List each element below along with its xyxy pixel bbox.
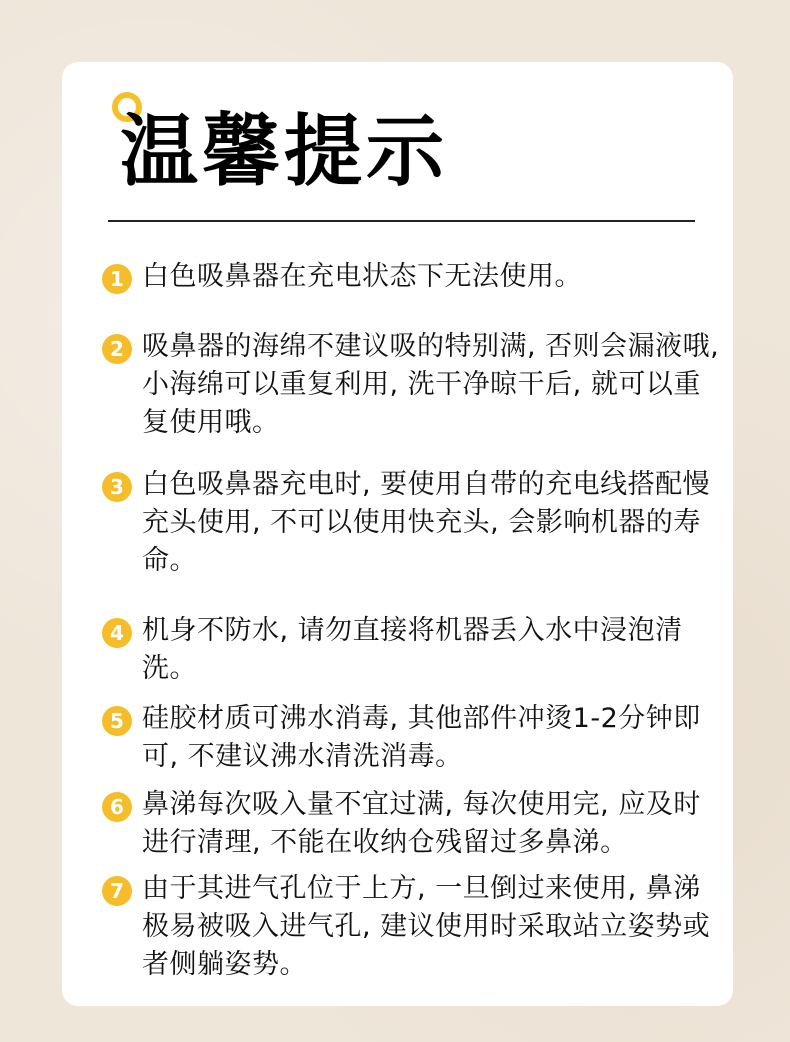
tip-item-4 bbox=[102, 612, 722, 688]
tip-text: 机身不防水, 请勿直接将机器丢入水中浸泡清洗。 bbox=[142, 615, 683, 684]
tip-item-3 bbox=[102, 466, 722, 580]
number-badge: 7 bbox=[102, 876, 132, 906]
title-block bbox=[112, 92, 712, 217]
tip-text: 由于其进气孔位于上方, 一旦倒过来使用, 鼻涕极易被吸入进气孔, 建议使用时采取站立姿势或者侧躺姿势。 bbox=[142, 873, 711, 980]
number-badge: 6 bbox=[102, 792, 132, 822]
tip-text: 硅胶材质可沸水消毒, 其他部件冲烫1-2分钟即可, 不建议沸水清洗消毒。 bbox=[142, 703, 701, 772]
tip-item-5 bbox=[102, 700, 722, 776]
tip-item-1 bbox=[102, 258, 722, 296]
tips-card bbox=[62, 62, 733, 1006]
page-title: 温馨提示 bbox=[120, 107, 449, 197]
tip-item-6 bbox=[102, 786, 722, 862]
number-badge: 5 bbox=[102, 706, 132, 736]
number-badge: 4 bbox=[102, 618, 132, 648]
tip-text: 白色吸鼻器在充电状态下无法使用。 bbox=[142, 261, 582, 292]
tip-item-2 bbox=[102, 328, 722, 442]
tip-item-7 bbox=[102, 870, 722, 984]
title-divider bbox=[108, 220, 695, 222]
number-badge: 1 bbox=[102, 264, 132, 294]
tip-text: 吸鼻器的海绵不建议吸的特别满, 否则会漏液哦, 小海绵可以重复利用, 洗干净晾干后, 就可以重复使用哦。 bbox=[142, 331, 720, 438]
tip-text: 白色吸鼻器充电时, 要使用自带的充电线搭配慢充头使用, 不可以使用快充头, 会影响机器的寿命。 bbox=[142, 469, 711, 576]
number-badge: 2 bbox=[102, 334, 132, 364]
tip-text: 鼻涕每次吸入量不宜过满, 每次使用完, 应及时进行清理, 不能在收纳仓残留过多鼻涕。 bbox=[142, 789, 701, 858]
number-badge: 3 bbox=[102, 472, 132, 502]
